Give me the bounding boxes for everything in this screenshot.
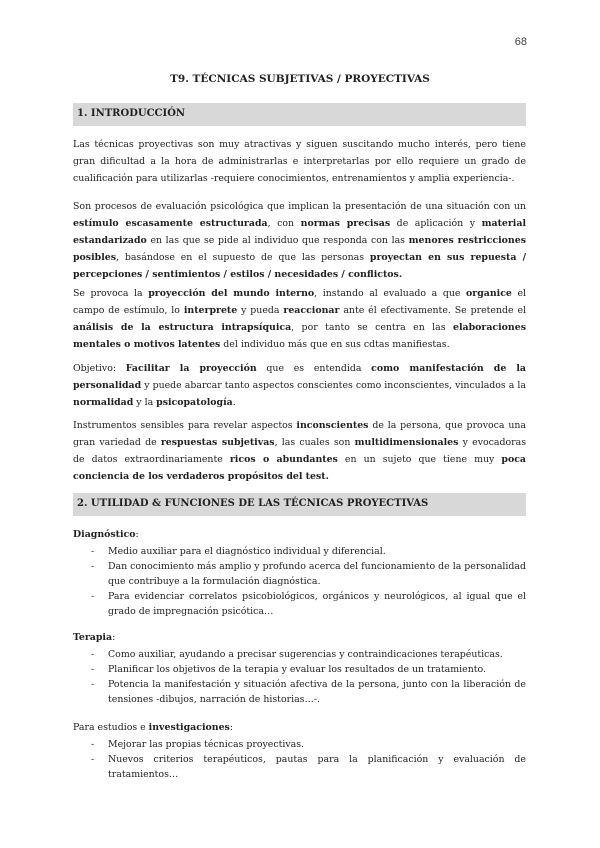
list-diagnostico — [73, 544, 526, 619]
document-title: T9. TÉCNICAS SUBJETIVAS / PROYECTIVAS — [170, 73, 430, 85]
paragraph-definition: Son procesos de evaluación psicológica que implican la presentación de una situación con un estímulo escasamente estructurada, con normas precisas de aplicación y material estandarizado en las que se pide al individuo que responda con las menores restricciones posibles, basándose en el supuesto de que las personas proyectan en sus repuesta / percepciones / sentimientos / estilos / necesidades / conflictos. — [73, 201, 527, 280]
paragraph-instruments: Instrumentos sensibles para revelar aspectos inconscientes de la persona, que provoca una gran variedad de respuestas subjetivas, las cuales son multidimensionales y evocadoras de datos extraordinariamente ricos o abundantes en un sujeto que tiene muy poca conciencia de los verdaderos propósitos del test. — [73, 420, 526, 482]
paragraph-intro: Las técnicas proyectivas son muy atractivas y siguen suscitando mucho interés, pero tiene gran dificultad a la hora de administrarlas e interpretarlas por ello requiere un grado de cualificación para utilizarlas -requiere conocimientos, entrenamientos y amplia experiencia-. — [73, 139, 526, 184]
list-item: - Potencia la manifestación y situación afectiva de la persona, junto con la liberación de tensiones -dibujos, narración de historias…-. — [73, 677, 526, 707]
section-heading: 2. UTILIDAD & FUNCIONES DE LAS TÉCNICAS PROYECTIVAS — [77, 498, 429, 509]
section-heading: 1. INTRODUCCIÓN — [77, 108, 186, 119]
paragraph-projection: Se provoca la proyección del mundo interno, instando al evaluado a que organice el campo de estímulo, lo interprete y pueda reaccionar ante él efectivamente. Se pretende el análisis de la estructura intrapsíquica, por tanto se centra en las elaboraciones mentales o motivos latentes del individuo más que en sus cdtas manifiestas. — [73, 288, 527, 350]
list-investigaciones — [73, 737, 526, 782]
page-number: 68 — [514, 36, 527, 48]
list-item: - Dan conocimiento más amplio y profundo acerca del funcionamiento de la personalidad que contribuye a la formulación diagnóstica. — [73, 559, 526, 589]
label-investigaciones: Para estudios e investigaciones: — [73, 722, 233, 733]
list-item: - Planificar los objetivos de la terapia y evaluar los resultados de un tratamiento. — [73, 662, 526, 677]
label-diagnostico: Diagnóstico: — [73, 529, 139, 540]
list-item: - Medio auxiliar para el diagnóstico individual y diferencial. — [73, 544, 526, 559]
label-terapia: Terapia: — [73, 632, 116, 643]
section-header-utilidad — [73, 493, 526, 516]
list-item: - Para evidenciar correlatos psicobiológicos, orgánicos y neurológicos, al igual que el grado de impregnación psicótica… — [73, 589, 526, 619]
list-item: - Como auxiliar, ayudando a precisar sugerencias y contraindicaciones terapéuticas. — [73, 647, 526, 662]
section-header-introduccion — [73, 103, 526, 126]
list-terapia — [73, 647, 526, 707]
paragraph-objective: Objetivo: Facilitar la proyección que es entendida como manifestación de la personalidad y puede abarcar tanto aspectos conscientes como inconscientes, vinculados a la normalidad y la psicopatología. — [73, 363, 526, 408]
list-item: - Nuevos criterios terapéuticos, pautas para la planificación y evaluación de tratamientos… — [73, 752, 526, 782]
list-item: - Mejorar las propias técnicas proyectivas. — [73, 737, 526, 752]
